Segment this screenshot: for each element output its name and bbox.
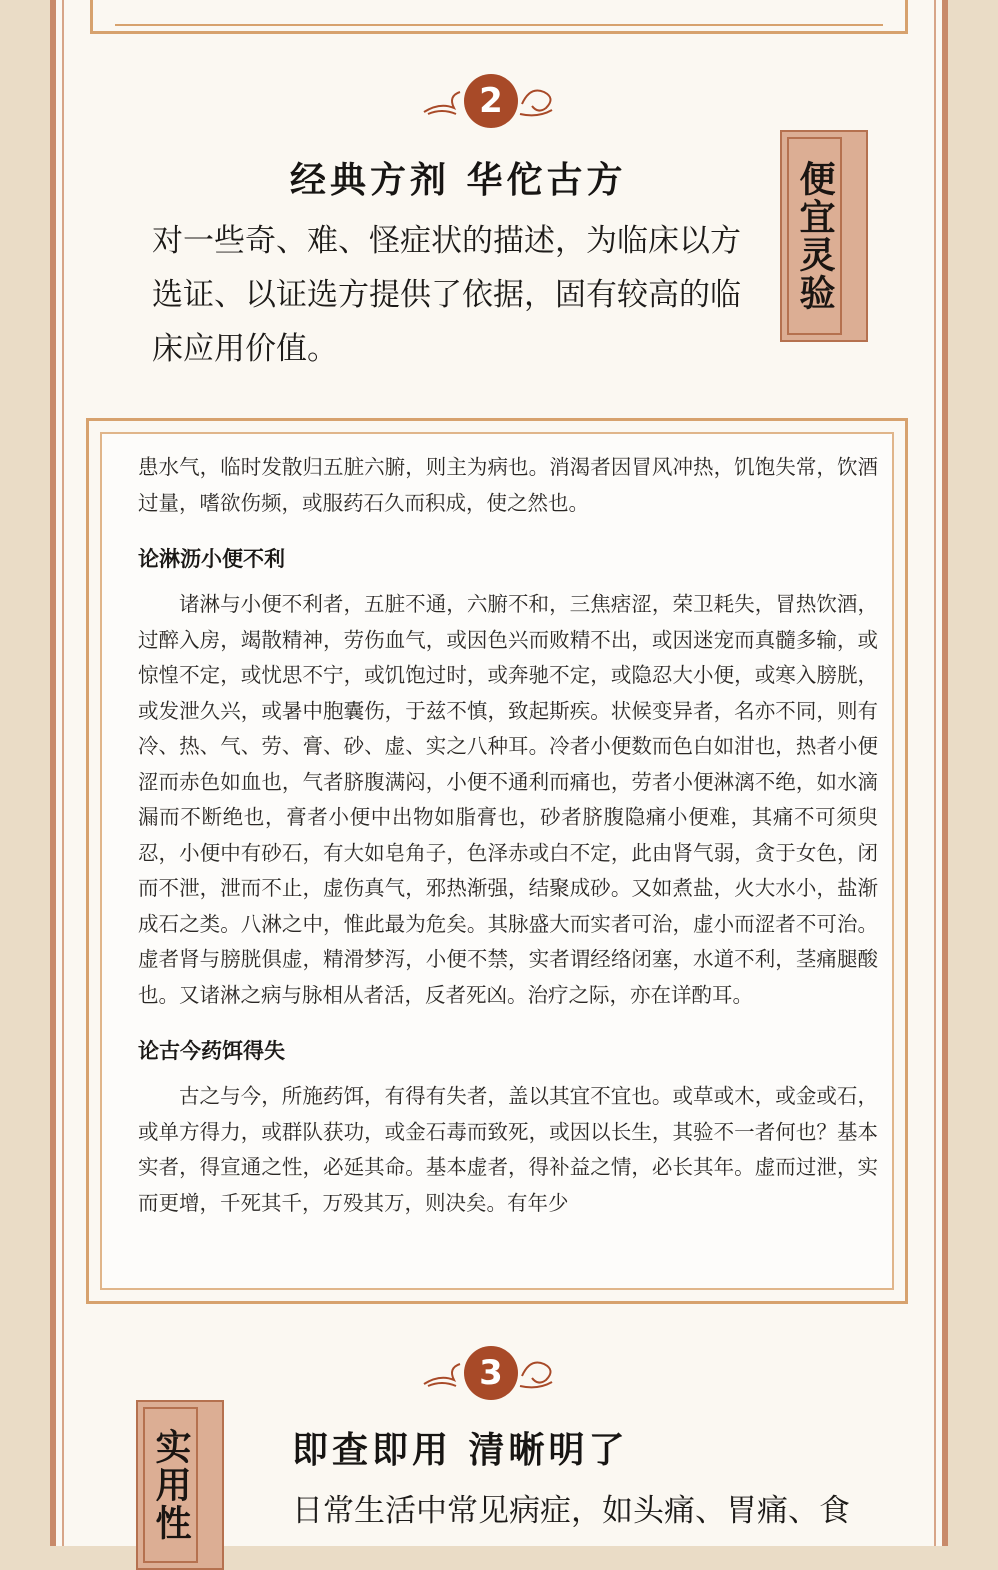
excerpt-intro: 患水气，临时发散归五脏六腑，则主为病也。消渴者因冒风冲热，饥饱失常，饮酒过量，嗜欲伤频，或服药石久而积成，使之然也。 xyxy=(138,455,878,515)
tag-label: 便宜灵验 xyxy=(787,137,842,335)
excerpt-paragraph: 古之与今，所施药饵，有得有失者，盖以其宜不宜也。或草或木，或金或石，或单方得力，或群队获功，或金石毒而致死，或因以长生，其验不一者何也？基本实者，得宣通之性，必延其命。基本虚者，得补益之情，必长其年。虚而过泄，实而更增，千死其千，万殁其万，则决矣。有年少 xyxy=(138,1084,878,1215)
excerpt-heading: 论古今药饵得失 xyxy=(138,1039,285,1063)
book-excerpt-frame xyxy=(86,418,908,1304)
book-excerpt xyxy=(138,450,878,1221)
section-3-description: 日常生活中常见病症，如头痛、胃痛、食 xyxy=(292,1493,850,1529)
section-3-emblem xyxy=(420,1346,560,1402)
previous-section-frame xyxy=(90,0,908,34)
tag-label: 实用性 xyxy=(143,1407,198,1563)
section-2-emblem xyxy=(420,74,560,130)
section-2-title: 经典方剂 华佗古方 xyxy=(290,160,627,201)
section-2-description: 对一些奇、难、怪症状的描述，为临床以方选证、以证选方提供了依据，固有较高的临床应用价值。 xyxy=(152,223,741,367)
section-number: 3 xyxy=(464,1346,518,1400)
book-page xyxy=(100,432,894,1290)
excerpt-heading: 论淋沥小便不利 xyxy=(138,547,285,571)
section-3-title: 即查即用 清晰明了 xyxy=(292,1430,629,1471)
section-number: 2 xyxy=(464,74,518,128)
tag-bianyi-lingyan xyxy=(780,130,868,342)
excerpt-paragraph: 诸淋与小便不利者，五脏不通，六腑不和，三焦痞涩，荣卫耗失，冒热饮酒，过醉入房，竭散精神，劳伤血气，或因色兴而败精不出，或因迷宠而真髓多输，或惊惶不定，或忧思不宁，或饥饱过时，或奔驰不定，或隐忍大小便，或寒入膀胱，或发泄久兴，或暑中胞囊伤，于兹不慎，致起斯疾。状候变异者，名亦不同，则有冷、热、气、劳、膏、砂、虚、实之八种耳。冷者小便数而色白如泔也，热者小便涩而赤色如血也，气者脐腹满闷，小便不通利而痛也，劳者小便淋漓不绝，如水滴漏而不断绝也，膏者小便中出物如脂膏也，砂者脐腹隐痛小便难，其痛不可须臾忍，小便中有砂石，有大如皂角子，色泽赤或白不定，此由肾气弱，贪于女色，闭而不泄，泄而不止，虚伤真气，邪热渐强，结聚成砂。又如煮盐，火大水小，盐渐成石之类。八淋之中，惟此最为危矣。其脉盛大而实者可治，虚小而涩者不可治。虚者肾与膀胱俱虚，精滑梦泻，小便不禁，实者谓经络闭塞，水道不利，茎痛腿酸也。又诸淋之病与脉相从者活，反者死凶。治疗之际，亦在详酌耳。 xyxy=(138,592,878,1007)
tag-shiyongxing xyxy=(136,1400,224,1570)
